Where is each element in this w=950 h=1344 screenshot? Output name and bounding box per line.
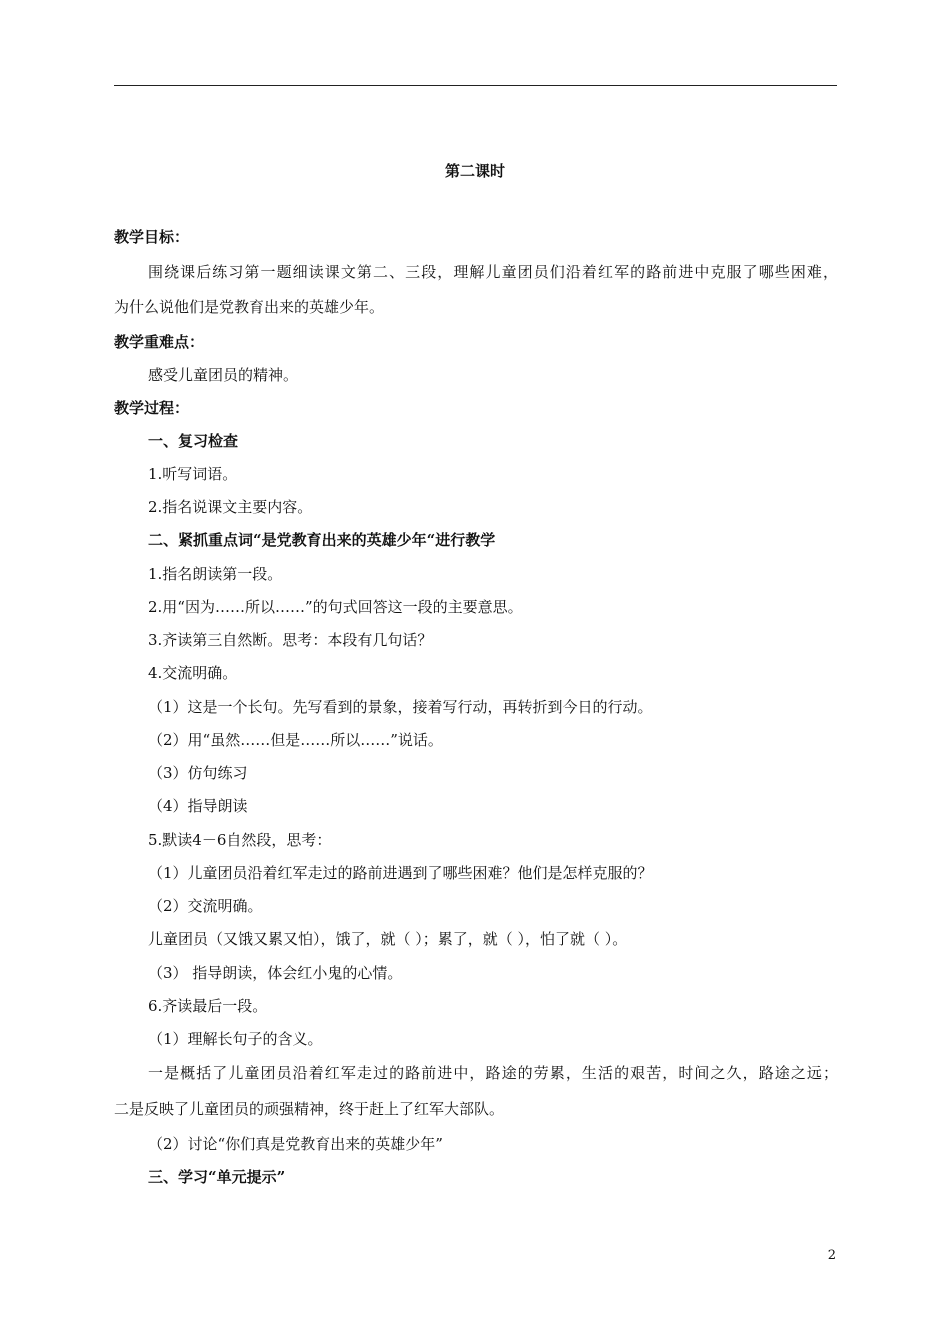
list-item: （3）仿句练习 [148,764,248,782]
section-heading-process: 教学过程： [114,399,190,417]
list-item: （2）讨论“你们真是党教育出来的英雄少年” [148,1135,443,1153]
list-item: 4.交流明确。 [148,664,238,682]
page-title: 第二课时 [444,162,505,180]
list-item: （2）交流明确。 [148,897,263,915]
section-heading-keypoints: 教学重难点： [114,333,205,351]
list-item: 6.齐读最后一段。 [148,997,268,1015]
subheading: 三、学习“单元提示” [148,1168,286,1186]
section-heading-objectives: 教学目标： [114,228,190,246]
list-item: 1.指名朗读第一段。 [148,565,283,583]
header-rule [114,85,837,86]
paragraph-line: 感受儿童团员的精神。 [148,366,299,384]
list-item: 1.听写词语。 [148,465,238,483]
page-number: 2 [827,1248,836,1263]
paragraph-line: 一是概括了儿童团员沿着红军走过的路前进中，路途的劳累，生活的艰苦，时间之久，路途之远； [148,1064,838,1082]
list-item: 2.指名说课文主要内容。 [148,498,313,516]
list-item: 5.默读4－6自然段，思考： [148,831,332,849]
list-item: （1）理解长句子的含义。 [148,1030,323,1048]
list-item: 3.齐读第三自然断。思考：本段有几句话？ [148,631,433,649]
subheading: 一、复习检查 [148,432,239,450]
paragraph-line: 为什么说他们是党教育出来的英雄少年。 [114,298,385,316]
paragraph-line: 围绕课后练习第一题细读课文第二、三段，理解儿童团员们沿着红军的路前进中克服了哪些困难， [148,263,838,281]
subheading: 二、紧抓重点词“是党教育出来的英雄少年“进行教学 [148,531,496,549]
list-item: （1）这是一个长句。先写看到的景象，接着写行动，再转折到今日的行动。 [148,698,653,716]
list-item: （1）儿童团员沿着红军走过的路前进遇到了哪些困难？他们是怎样克服的？ [148,864,653,882]
fill-in-sentence: 儿童团员（又饿又累又怕），饿了，就（ ）；累了，就（ ），怕了就（ ）。 [148,930,628,948]
list-item: （3） 指导朗读，体会红小鬼的心情。 [148,964,403,982]
list-item: 2.用“因为……所以……”的句式回答这一段的主要意思。 [148,598,523,616]
list-item: （4）指导朗读 [148,797,248,815]
paragraph-line: 二是反映了儿童团员的顽强精神，终于赶上了红军大部队。 [114,1100,505,1118]
list-item: （2）用“虽然……但是……所以……”说话。 [148,731,443,749]
